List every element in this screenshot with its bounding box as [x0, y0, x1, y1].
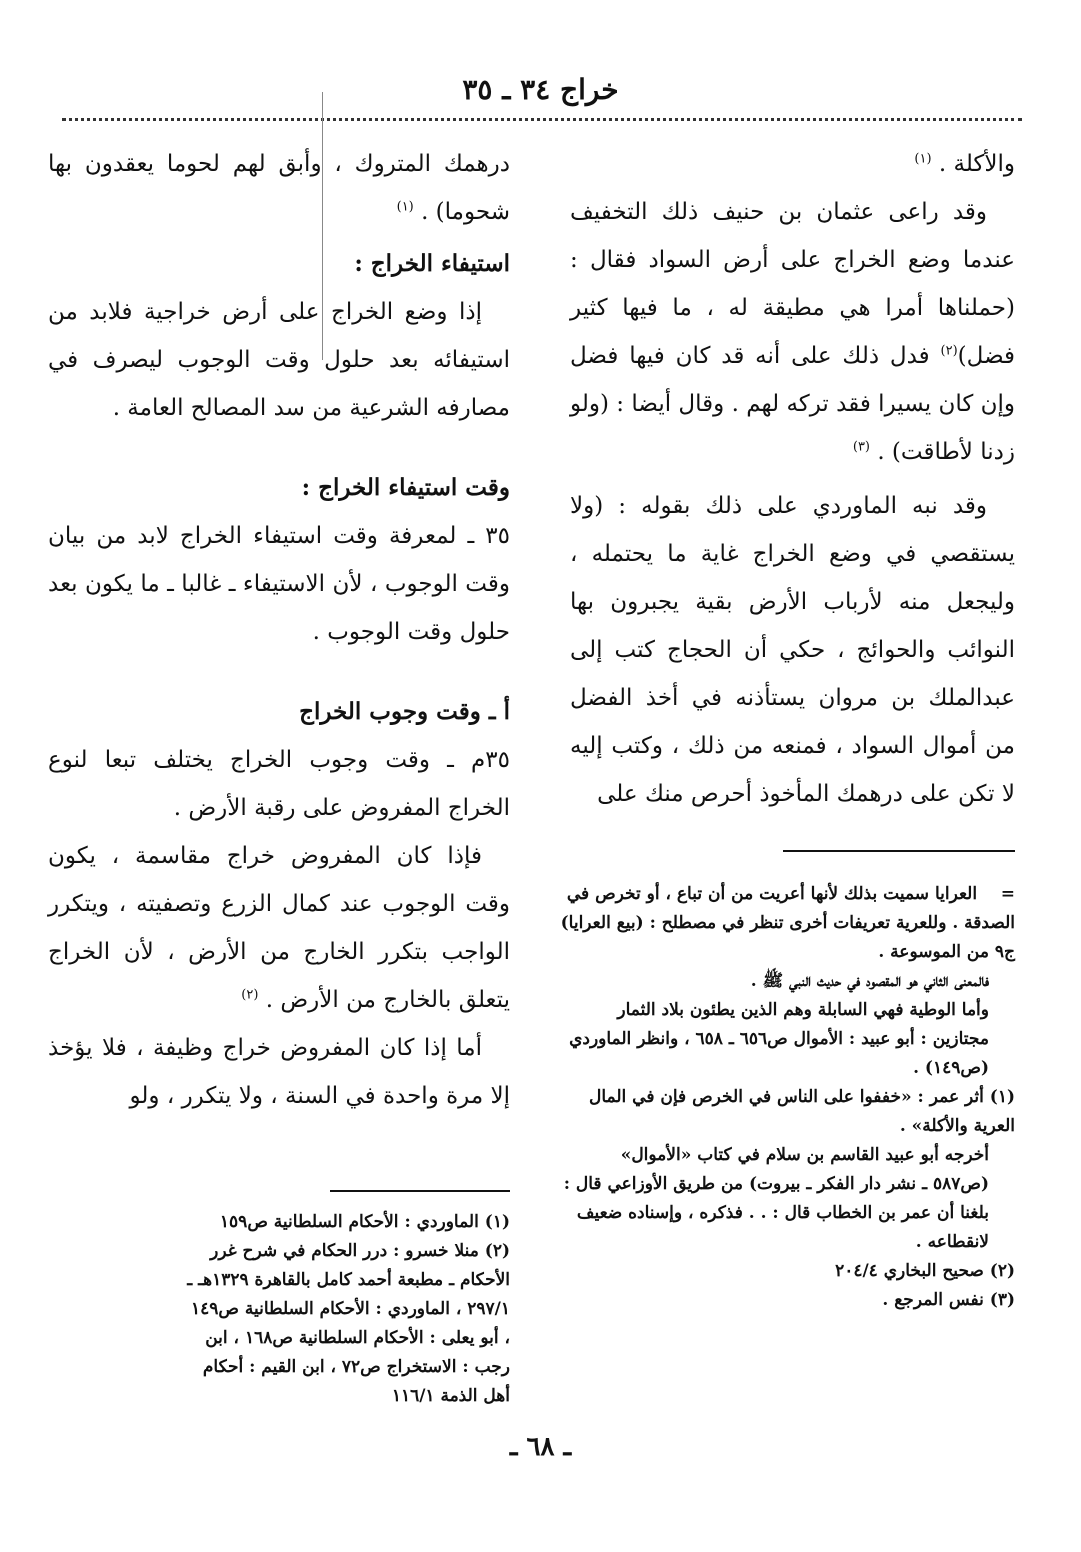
footnote-continuation-3: وأما الوطية فهي السابلة وهم الذين يطئون بلاد الثمار مجتازين : أبو عبيد : الأموال ص٦٥٦ ـ ٦٥٨ ، وانظر الماوردي (ص١٤٩) . — [569, 1000, 989, 1078]
footnote-1-source: أخرجه أبو عبيد القاسم بن سلام في كتاب «الأموال» (ص٥٨٧ ـ نشر دار الفكر ـ بيروت) من طريق الأوزاعي قال : بلغنا أن عمر بن الخطاب قال : . . فذكره ، وإسناده ضعيف لانقطاعه . — [563, 1145, 989, 1252]
section-heading-collection-time: وقت استيفاء الخراج : — [301, 474, 510, 501]
footnote-continuation-2: فالمعنى الثاني هو المقصود في حديث النبي ﷺ . — [750, 971, 989, 991]
left-p1-text: درهمك المتروك ، وأبق لهم لحوما يعقدون بها شحوما) . — [48, 151, 510, 225]
footnote-2: (٢) منلا خسرو : درر الحكام في شرح غرر الأحكام ـ مطبعة أحمد كامل بالقاهرة ١٣٢٩هـ ـ ٢٩٧/١ ، الماوردي : الأحكام السلطانية ص١٤٩ ، أبو يعلى : الأحكام السلطانية ص١٦٨ ، ابن رجب : الاستخراج ص٧٢ ، ابن القيم : أحكام أهل الذمة ١١٦/١ — [187, 1241, 510, 1406]
footnotes-left — [180, 1208, 510, 1411]
footnote-1: (١) أثر عمر : «خففوا على الناس في الخرص فإن في المال العرية والأكلة» . — [589, 1087, 1015, 1136]
left-paragraph-5 — [48, 832, 510, 1024]
running-header: خراج ٣٤ ـ ٣٥ — [462, 73, 619, 106]
left-paragraph-1 — [48, 140, 510, 236]
left-paragraph-6: أما إذا كان المفروض خراج وظيفة ، فلا يؤخذ إلا مرة واحدة في السنة ، ولا يتكرر ، ولو — [48, 1035, 510, 1109]
header-dotted-rule — [62, 118, 1022, 121]
continuation-mark: = — [1000, 884, 1015, 904]
left-paragraph-2: إذا وضع الخراج على أرض خراجية فلابد من استيفائه بعد حلول وقت الوجوب ليصرف في مصارفه الشرعية من سد المصالح العامة . — [48, 299, 510, 421]
footnotes-right — [560, 880, 1015, 1315]
right-paragraph-2 — [570, 188, 1015, 476]
page-number: ـ ٦٨ ـ — [509, 1432, 572, 1462]
footnote-2: (٢) صحيح البخاري ٢٠٤/٤ — [835, 1261, 1015, 1281]
footnote-ref: (١) — [396, 199, 414, 215]
right-p2b-text: فدل ذلك على أنه قد كان فيها فضل وإن كان يسيرا فقد تركه لهم . وقال أيضا : (ولو زدنا لأطاقت) . — [570, 343, 1015, 465]
left-p5-text: فإذا كان المفروض خراج مقاسمة ، يكون وقت الوجوب عند كمال الزرع وتصفيته ، ويتكرر الواجب بتكرر الخارج من الأرض ، لأن الخراج يتعلق بالخارج من الأرض . — [48, 843, 510, 1013]
footnote-ref: (٢) — [940, 343, 958, 359]
left-text-column — [48, 140, 510, 1120]
footnote-ref: (٣) — [852, 439, 870, 455]
left-paragraph-4: ٣٥م ـ وقت وجوب الخراج يختلف تبعا لنوع الخراج المفروض على رقبة الأرض . — [48, 747, 510, 821]
footnote-separator-right — [783, 850, 1015, 852]
footnote-ref: (٢) — [241, 987, 259, 1003]
right-paragraph-3: وقد نبه الماوردي على ذلك بقوله : (ولا يستقصي في وضع الخراج غاية ما يحتمله ، وليجعل منه لأرباب الأرض بقية يجبرون بها النوائب والحوائج ، حكي أن الحجاج كتب إلى عبدالملك بن مروان يستأذنه في أخذ الفضل من أموال السواد ، فمنعه من ذلك ، وكتب إليه لا تكن على درهمك المأخوذ أحرص منك على — [570, 493, 1015, 807]
right-p2-text: وقد راعى عثمان بن حنيف ذلك التخفيف عندما وضع الخراج على أرض السواد فقال : (حملناها أمرا هي مطيقة له ، ما فيها كثير فضل) — [570, 199, 1016, 369]
footnote-separator-left — [330, 1190, 510, 1192]
section-heading-collection: استيفاء الخراج : — [354, 250, 510, 277]
right-p1-text: والأكلة . — [938, 151, 1015, 177]
footnote-continuation — [560, 880, 1015, 967]
section-heading-obligation-time: أ ـ وقت وجوب الخراج — [299, 698, 510, 725]
footnote-continuation-text: العرايا سميت بذلك لأنها أعريت من أن تباع ، أو تخرص في الصدقة . وللعرية تعريفات أخرى تنظر في مصطلح : (بيع العرايا) ج٩ من الموسوعة . — [560, 884, 1015, 962]
right-text-column — [570, 140, 1015, 818]
footnote-3: (٣) نفس المرجع . — [882, 1290, 1015, 1310]
right-paragraph-1 — [570, 140, 1015, 188]
left-paragraph-3: ٣٥ ـ لمعرفة وقت استيفاء الخراج لابد من بيان وقت الوجوب ، لأن الاستيفاء ـ غالبا ـ ما يكون بعد حلول وقت الوجوب . — [48, 523, 510, 645]
footnote-ref: (١) — [914, 151, 932, 167]
footnote-1: (١) الماوردي : الأحكام السلطانية ص١٥٩ — [219, 1212, 510, 1232]
